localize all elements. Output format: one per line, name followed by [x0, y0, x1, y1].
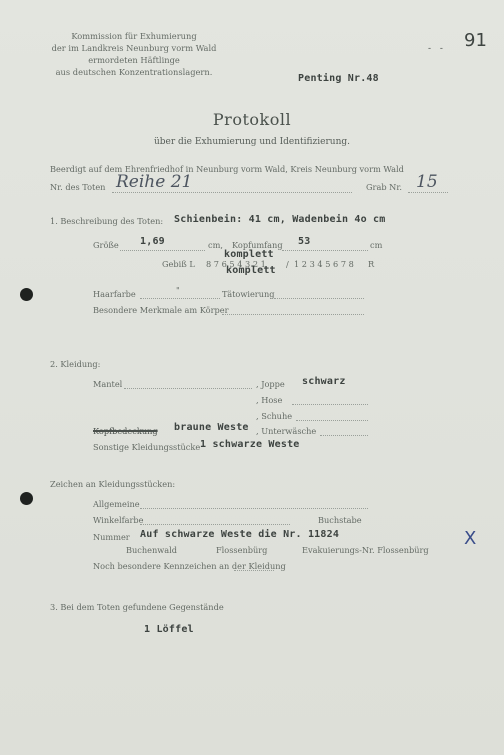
grave-number-value: 15 [416, 172, 438, 192]
shoes-label: , Schuhe [256, 411, 293, 421]
letter-label: Buchstabe [318, 515, 362, 525]
jacket-value: schwarz [302, 376, 346, 387]
commission-line-2: der im Landkreis Neunburg vorm Wald [51, 43, 217, 53]
other-clothes-value: 1 schwarze Weste [200, 439, 300, 450]
angle-color-line [140, 524, 290, 525]
section-3-label: 3. Bei dem Toten gefundene Gegenstände [50, 602, 224, 612]
body-marks-line [222, 314, 364, 315]
body-marks-label: Besondere Merkmale am Körper [93, 305, 229, 315]
other-clothes-label: Sonstige Kleidungsstücke [93, 442, 201, 452]
document-title: Protokoll [212, 110, 292, 129]
general-marks-label: Allgemeine [93, 499, 140, 509]
page-dash: - - [428, 44, 446, 54]
page-number: 91 [464, 30, 487, 51]
number-value: Auf schwarze Weste die Nr. 11824 [140, 529, 340, 540]
section-2-label: 2. Kleidung: [50, 359, 101, 369]
general-marks-line [140, 508, 368, 509]
file-reference: Penting Nr.48 [298, 73, 379, 84]
dead-name-line [112, 192, 352, 193]
teeth-right-numbers: 1 2 3 4 5 6 7 8 [294, 259, 354, 269]
head-circumference-line [282, 250, 368, 251]
evacuation-number-label: Evakuierungs-Nr. Flossenbürg [302, 545, 429, 555]
shoes-line [296, 420, 368, 421]
coat-label: Mantel [93, 379, 123, 389]
bone-measurements: Schienbein: 41 cm, Wadenbein 4o cm [174, 214, 386, 225]
number-label: Nummer [93, 532, 130, 542]
tattoo-line [274, 298, 364, 299]
camp-buchenwald: Buchenwald [126, 545, 178, 555]
buried-at-text: Beerdigt auf dem Ehrenfriedhof in Neunburg vorm Wald, Kreis Neunburg vorm Wald [50, 164, 404, 174]
other-marks-label: Noch besondere Kennzeichen an der Kleidung [93, 561, 286, 571]
hair-color-value: " [176, 285, 180, 295]
size-unit: cm, [208, 240, 223, 250]
head-circumference-unit: cm [370, 240, 383, 250]
commission-line-1: Kommission für Exhumierung [71, 31, 197, 41]
head-circumference-label: Kopfumfang [232, 240, 283, 250]
teeth-separator: / [286, 259, 289, 269]
trousers-label: , Hose [256, 395, 283, 405]
tattoo-label: Tätowierung [222, 289, 275, 299]
teeth-label: Gebiß L [162, 259, 195, 269]
check-mark: X [464, 528, 477, 549]
coat-line [124, 388, 252, 389]
size-value: 1,69 [140, 236, 165, 247]
binder-hole-bottom [20, 492, 33, 505]
underwear-line [320, 435, 368, 436]
underwear-label: , Unterwäsche [256, 426, 317, 436]
head-circumference-value: 53 [298, 236, 311, 247]
section-1-label: 1. Beschreibung des Toten: [50, 216, 164, 226]
headwear-label: Kopfbedeckung [93, 426, 158, 436]
document-subtitle: über die Exhumierung und Identifizierung. [154, 137, 350, 147]
hair-color-label: Haarfarbe [93, 289, 136, 299]
teeth-left-numbers: 8 7 6 5 4 3 2 1 [206, 259, 266, 269]
binder-hole-top [20, 288, 33, 301]
size-label: Größe [93, 240, 119, 250]
commission-line-3: ermordeten Häftlinge [88, 55, 180, 65]
angle-color-label: Winkelfarbe [93, 515, 144, 525]
found-item: 1 Löffel [144, 624, 194, 635]
grave-number-label: Grab Nr. [366, 182, 402, 192]
headwear-value: braune Weste [174, 422, 249, 433]
trousers-line [292, 404, 368, 405]
hair-color-line [140, 298, 220, 299]
dead-name-value: Reihe 21 [116, 172, 193, 192]
camp-flossenbuerg: Flossenbürg [216, 545, 268, 555]
teeth-top-value: komplett [224, 249, 274, 260]
dead-name-label: Nr. des Toten [50, 182, 106, 192]
other-marks-line [234, 570, 274, 571]
clothing-marks-label: Zeichen an Kleidungsstücken: [50, 479, 176, 489]
teeth-r-label: R [368, 259, 375, 269]
jacket-label: , Joppe [256, 379, 285, 389]
commission-line-4: aus deutschen Konzentrationslagern. [55, 67, 213, 77]
grave-number-line [408, 192, 448, 193]
teeth-bottom-value: komplett [226, 265, 276, 276]
size-line [120, 250, 205, 251]
